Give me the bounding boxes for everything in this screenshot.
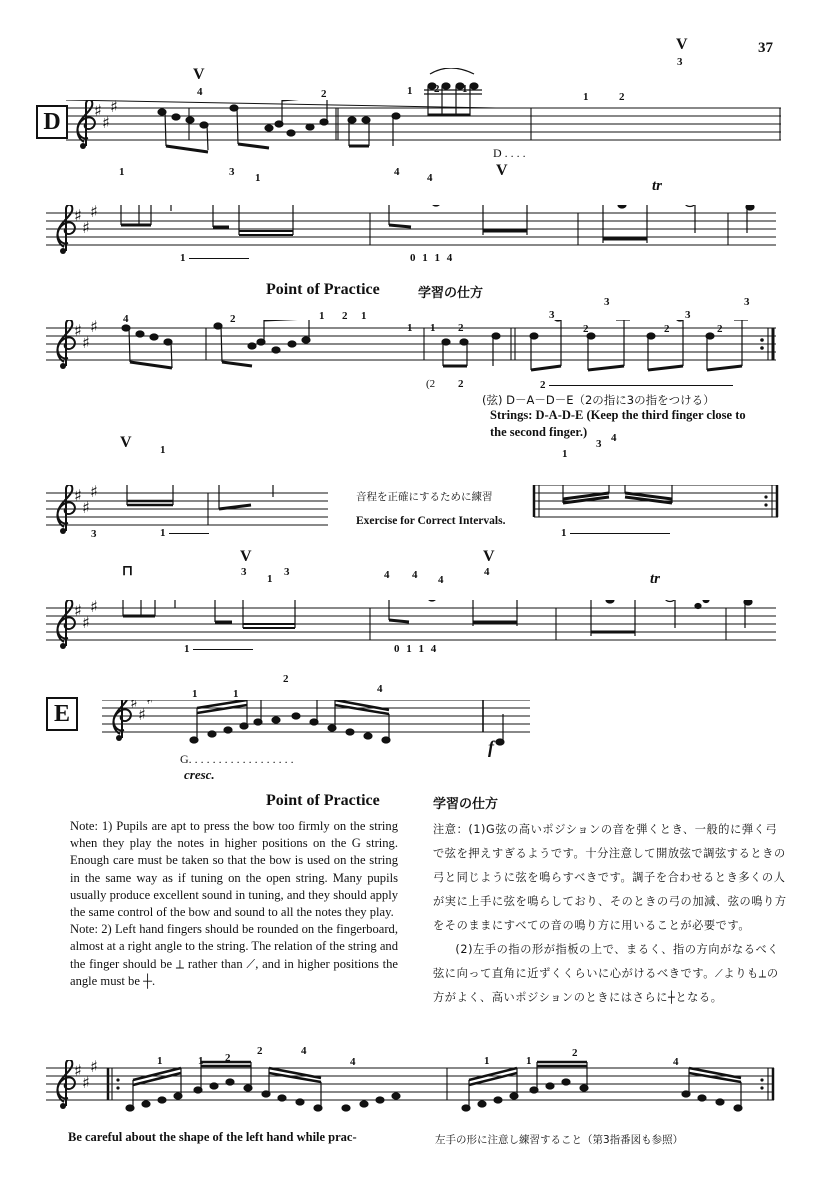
fingering: 3 bbox=[744, 296, 750, 308]
staff-final-exercise bbox=[46, 1060, 776, 1120]
fingering: 1 bbox=[255, 172, 261, 184]
fingering-sequence: 0 1 1 4 bbox=[410, 252, 455, 264]
fingering-extension: 1 bbox=[180, 252, 249, 264]
footer-text-en: Be careful about the shape of the left hand while prac- bbox=[68, 1130, 357, 1144]
fingering: 3 bbox=[229, 166, 235, 178]
fingering: 1 bbox=[526, 1055, 532, 1067]
footer-text-jp: 左手の形に注意し練習すること（第3指番図も参照） bbox=[435, 1134, 684, 1146]
dynamic-cresc: cresc. bbox=[184, 767, 215, 782]
fingering: 2 bbox=[717, 323, 723, 335]
fingering: 2 bbox=[583, 323, 589, 335]
fingering: 4 bbox=[123, 313, 129, 325]
fingering: 4 bbox=[377, 683, 383, 695]
string-marking-d: D . . . . bbox=[493, 146, 526, 160]
point-of-practice-title: Point of Practice bbox=[266, 281, 380, 298]
bowing-up: V bbox=[483, 548, 495, 565]
fingering: 2 bbox=[458, 378, 464, 390]
fingering: 2 bbox=[619, 91, 625, 103]
bowing-up: V bbox=[496, 162, 508, 179]
string-marking-g: G. . . . . . . . . . . . . . . . . . bbox=[180, 752, 294, 766]
fingering: 1 bbox=[484, 1055, 490, 1067]
fingering: 1 bbox=[462, 83, 468, 95]
exercise-caption-jp: 音程を正確にするために練習 bbox=[356, 491, 493, 503]
fingering: 2 bbox=[434, 83, 440, 95]
fingering: 4 bbox=[350, 1056, 356, 1068]
point-of-practice-title-jp: 学習の仕方 bbox=[418, 286, 484, 301]
bowing-up-2: V bbox=[676, 36, 688, 53]
fingering: 1 bbox=[160, 444, 166, 456]
fingering: 4 bbox=[197, 86, 203, 98]
fingering: 2 bbox=[458, 322, 464, 334]
fingering: 2 bbox=[342, 310, 348, 322]
note-jp-1: 注意：(1)G弦の高いポジションの音を弾くとき、一般的に弾く弓で弦を押えすぎるようです。十分注意して開放弦で調弦するときの弓と同じように弦を鳴らすべきです。調子を合わせるとき多くの人が実に上手に弦を鳴らしており、そのときの弓の加減、弦の鳴り方をそのままにすべての音の鳴り方に用いることが必要です。 bbox=[433, 823, 787, 932]
fingering: 3 bbox=[284, 566, 290, 578]
fingering: 4 bbox=[484, 566, 490, 578]
fingering: 1 bbox=[233, 688, 239, 700]
trill-marking: tr bbox=[650, 571, 661, 587]
fingering: 3 bbox=[677, 56, 683, 68]
fingering: 4 bbox=[301, 1045, 307, 1057]
fingering: 1 bbox=[119, 166, 125, 178]
fingering: 2 bbox=[257, 1045, 263, 1057]
fingering: 1 bbox=[562, 448, 568, 460]
dynamic-forte: f bbox=[488, 737, 494, 757]
bowing-down: ⊓ bbox=[122, 564, 133, 579]
point-of-practice-title-2: Point of Practice bbox=[266, 792, 380, 809]
fingering: 3 bbox=[549, 309, 555, 321]
fingering-extension: 1 bbox=[184, 643, 253, 655]
fingering: 4 bbox=[394, 166, 400, 178]
fingering: 2 bbox=[572, 1047, 578, 1059]
fingering: 1 bbox=[361, 310, 367, 322]
fingering: 3 bbox=[91, 528, 97, 540]
note-jp bbox=[433, 818, 788, 1010]
page-number: 37 bbox=[758, 40, 773, 56]
fingering: 4 bbox=[611, 432, 617, 444]
fingering: 1 bbox=[430, 322, 436, 334]
fingering-sequence: 0 1 1 4 bbox=[394, 643, 439, 655]
fingering-paren: (2 bbox=[426, 378, 436, 390]
note-en bbox=[70, 818, 398, 990]
strings-note-en-2: the second finger.) bbox=[490, 425, 588, 439]
fingering-extension: 1 bbox=[561, 527, 670, 539]
fingering: 4 bbox=[673, 1056, 679, 1068]
fingering: 1 bbox=[267, 573, 273, 585]
fingering: 1 bbox=[192, 688, 198, 700]
bowing-up: V bbox=[120, 434, 132, 451]
fingering: 2 bbox=[230, 313, 236, 325]
fingering: 1 bbox=[198, 1055, 204, 1067]
rehearsal-mark-d: D bbox=[36, 105, 68, 139]
fingering: 3 bbox=[685, 309, 691, 321]
fingering-extension: 1 bbox=[160, 527, 209, 539]
point-of-practice-title-2-jp: 学習の仕方 bbox=[433, 797, 499, 812]
fingering: 1 bbox=[583, 91, 589, 103]
fingering: 2 bbox=[283, 673, 289, 685]
fingering: 2 bbox=[664, 323, 670, 335]
note-en-1: Note: 1) Pupils are apt to press the bow too firmly on the string when they play the notes in higher positions on the G string. Enough care must be taken so that the bow is used on the string in the same way as if tuning on the open string. Many pupils usually produce excellent sound in tuning, and they should apply the same control of the bow and sound to all the notes they play. bbox=[70, 819, 398, 920]
fingering: 4 bbox=[384, 569, 390, 581]
fingering: 1 bbox=[157, 1055, 163, 1067]
strings-note-jp: (弦) D－A－D－E（2の指に3の指をつける） bbox=[482, 393, 715, 407]
fingering: 3 bbox=[241, 566, 247, 578]
bowing-up: V bbox=[240, 548, 252, 565]
note-jp-2: (2)左手の指の形が指板の上で、まるく、指の方向がなるべく弦に向って直角に近ずくくらいに心がけるべきです。⟋よりも⟂の方がよく、高いポジションのときにはさらに┼となる。 bbox=[433, 943, 780, 1004]
fingering-extension: 2 bbox=[540, 379, 733, 391]
fingering: 1 bbox=[407, 85, 413, 97]
fingering: 1 bbox=[407, 322, 413, 334]
fingering: 3 bbox=[596, 438, 602, 450]
fingering: 4 bbox=[427, 172, 433, 184]
fingering: 2 bbox=[321, 88, 327, 100]
fingering: 2 bbox=[225, 1052, 231, 1064]
fingering: 1 bbox=[319, 310, 325, 322]
strings-note-en-1: Strings: D-A-D-E (Keep the third finger close to bbox=[490, 408, 746, 422]
staff-section-e bbox=[102, 700, 532, 750]
exercise-caption-en: Exercise for Correct Intervals. bbox=[356, 515, 506, 527]
fingering: 3 bbox=[604, 296, 610, 308]
trill-marking: tr bbox=[652, 178, 663, 194]
fingering: 4 bbox=[412, 569, 418, 581]
note-en-2: Note: 2) Left hand fingers should be rounded on the fingerboard, almost at a right angle to the string. The relation of the string and the finger should be ⟂ rather than ⟋, and in higher positions the angle must be ┼. bbox=[70, 922, 398, 988]
rehearsal-mark-e: E bbox=[46, 697, 78, 731]
bowing-up-1: V bbox=[193, 66, 205, 83]
fingering: 4 bbox=[438, 574, 444, 586]
